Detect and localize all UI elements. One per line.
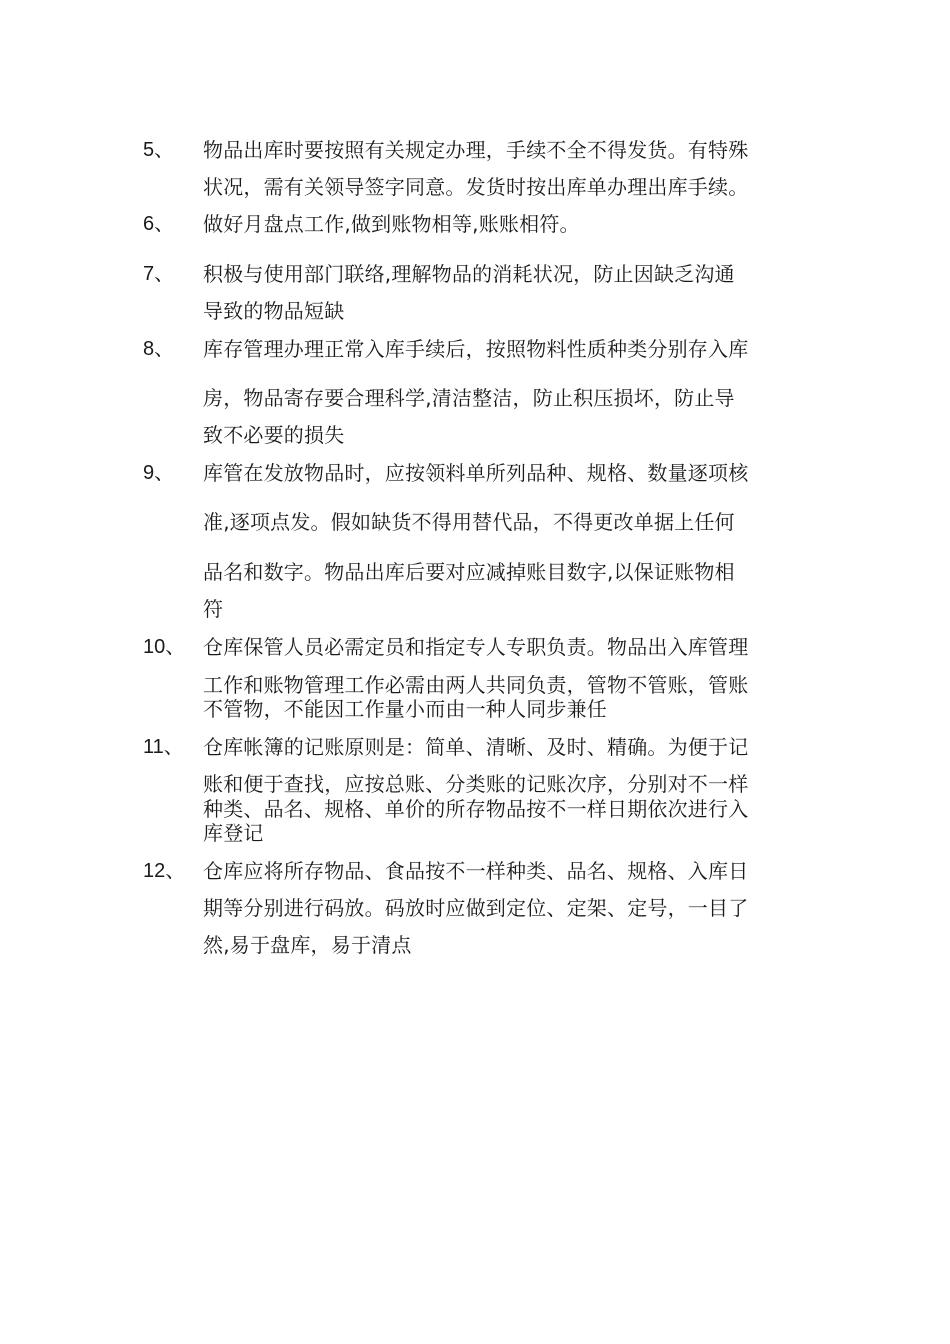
item-text-line: 做好月盘点工作,做到账物相等,账账相符。: [203, 212, 580, 236]
item-number: 10、: [143, 636, 186, 658]
item-text-line: 库存管理办理正常入库手续后，按照物料性质种类分别存入库: [203, 337, 749, 361]
item-text-line: 致不必要的损失: [203, 423, 345, 447]
item-number: 12、: [143, 860, 186, 882]
item-number: 6、: [143, 213, 175, 235]
item-text-line: 然,易于盘库，易于清点: [203, 933, 412, 957]
item-text-line: 状况，需有关领导签字同意。发货时按出库单办理出库手续。: [203, 175, 749, 199]
item-text-line: 积极与使用部门联络,理解物品的消耗状况，防止因缺乏沟通: [203, 262, 735, 286]
item-number: 8、: [143, 338, 175, 360]
item-text-line: 物品出库时要按照有关规定办理，手续不全不得发货。有特殊: [203, 138, 749, 162]
item-text-line: 房，物品寄存要合理科学,清洁整洁，防止积压损坏，防止导: [203, 386, 735, 410]
item-text-line: 不管物，不能因工作量小而由一种人同步兼任: [203, 697, 607, 721]
item-text-line: 品名和数字。物品出库后要对应减掉账目数字,以保证账物相: [203, 560, 735, 584]
item-number: 9、: [143, 462, 175, 484]
item-text-line: 仓库应将所存物品、食品按不一样种类、品名、规格、入库日: [203, 859, 749, 883]
item-text-line: 种类、品名、规格、单价的所存物品按不一样日期依次进行入: [203, 797, 749, 821]
item-text-line: 库管在发放物品时，应按领料单所列品种、规格、数量逐项核: [203, 461, 749, 485]
item-text-line: 账和便于查找，应按总账、分类账的记账次序，分别对不一样: [203, 772, 749, 796]
item-text-line: 准,逐项点发。假如缺货不得用替代品，不得更改单据上任何: [203, 510, 735, 534]
item-number: 11、: [143, 736, 184, 758]
item-text-line: 仓库帐簿的记账原则是：简单、清晰、及时、精确。为便于记: [203, 735, 749, 759]
item-text-line: 导致的物品短缺: [203, 299, 345, 323]
item-number: 7、: [143, 263, 175, 285]
item-text-line: 仓库保管人员必需定员和指定专人专职负责。物品出入库管理: [203, 635, 749, 659]
item-text-line: 工作和账物管理工作必需由两人共同负责，管物不管账，管账: [203, 673, 749, 697]
item-text-line: 符: [203, 597, 224, 621]
item-text-line: 库登记: [203, 821, 264, 845]
item-text-line: 期等分别进行码放。码放时应做到定位、定架、定号，一目了: [203, 896, 749, 920]
item-number: 5、: [143, 139, 175, 161]
